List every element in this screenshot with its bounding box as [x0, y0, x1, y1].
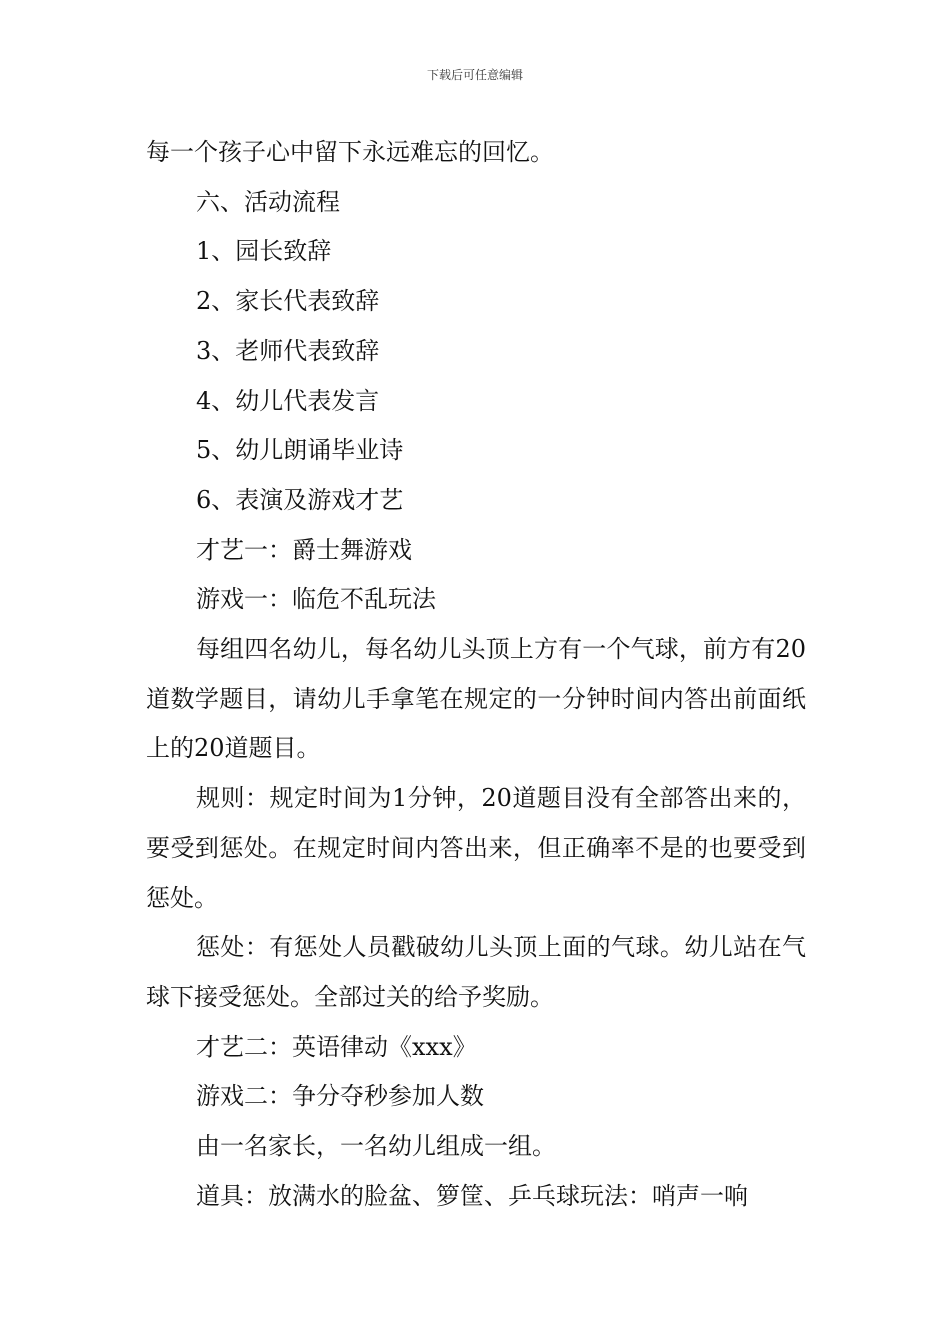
page-header-note: 下载后可任意编辑 [426, 68, 523, 82]
talent-title: 才艺一：爵士舞游戏 [196, 535, 412, 564]
game-penalty: 惩处：有惩处人员戳破幼儿头顶上面的气球。幼儿站在气球下接受惩处。全部过关的给予奖励。 [146, 933, 806, 1011]
game-description: 由一名家长，一名幼儿组成一组。 [196, 1132, 556, 1161]
game-props: 道具：放满水的脸盆、箩筐、乒乓球玩法：哨声一响 [196, 1181, 748, 1210]
list-item: 3、老师代表致辞 [196, 336, 380, 365]
talent-title: 才艺二：英语律动《xxx》 [196, 1032, 477, 1061]
game-description: 每组四名幼儿，每名幼儿头顶上方有一个气球，前方有20道数学题目，请幼儿手拿笔在规定的一分钟时间内答出前面纸上的20道题目。 [146, 635, 806, 763]
document-body [146, 128, 806, 1221]
paragraph-continuation: 每一个孩子心中留下永远难忘的回忆。 [146, 138, 554, 166]
list-item: 6、表演及游戏才艺 [196, 485, 404, 514]
game-rules: 规则：规定时间为1分钟，20道题目没有全部答出来的，要受到惩处。在规定时间内答出来，但正确率不是的也要受到惩处。 [146, 784, 806, 912]
list-item: 5、幼儿朗诵毕业诗 [196, 436, 404, 465]
game-title: 游戏二：争分夺秒参加人数 [196, 1082, 484, 1111]
list-item: 2、家长代表致辞 [196, 287, 380, 316]
list-item: 4、幼儿代表发言 [196, 386, 380, 415]
game-title: 游戏一：临危不乱玩法 [196, 585, 436, 614]
list-item: 1、园长致辞 [196, 237, 332, 266]
section-heading: 六、活动流程 [196, 187, 340, 216]
